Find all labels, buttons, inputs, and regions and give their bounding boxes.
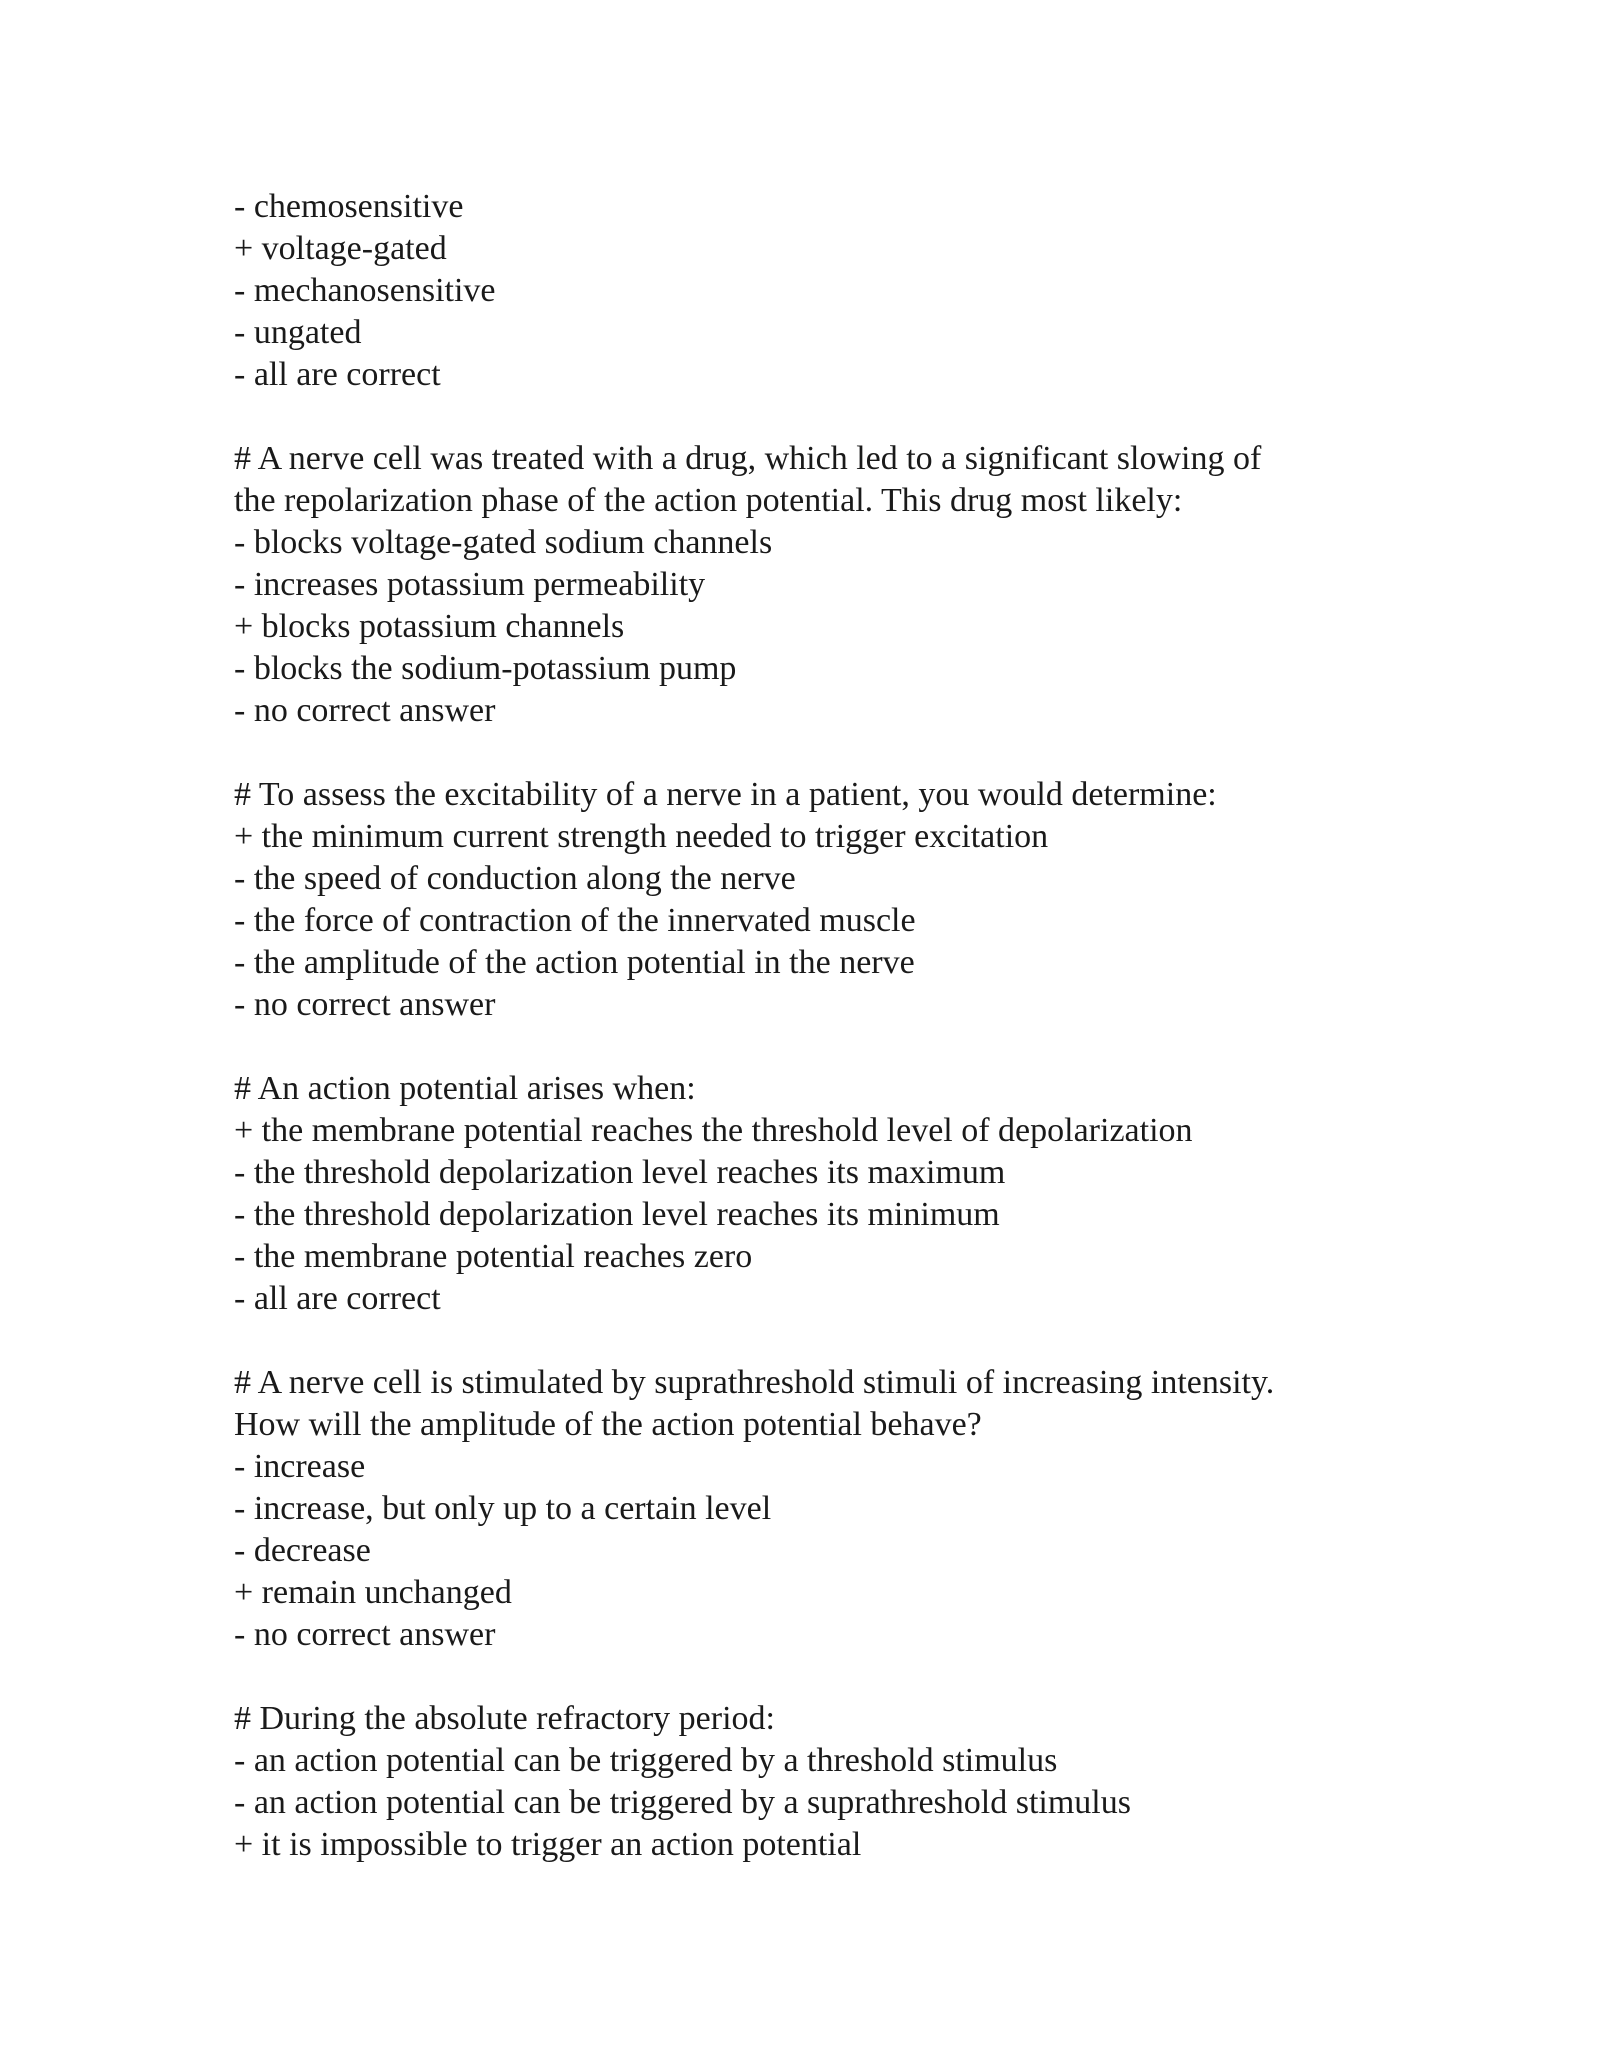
paragraph-gap <box>234 396 1414 438</box>
answer-option: - the threshold depolarization level reaches its minimum <box>234 1196 1000 1233</box>
paragraph-gap <box>234 1656 1414 1698</box>
question-text: # During the absolute refractory period: <box>234 1700 775 1737</box>
answer-option: - decrease <box>234 1532 371 1569</box>
question-text: # A nerve cell is stimulated by suprathreshold stimuli of increasing intensity. <box>234 1364 1275 1401</box>
answer-option: + the membrane potential reaches the threshold level of depolarization <box>234 1112 1193 1149</box>
answer-option: - no correct answer <box>234 986 496 1023</box>
question-text: # A nerve cell was treated with a drug, which led to a significant slowing of <box>234 440 1262 477</box>
answer-option: - no correct answer <box>234 692 496 729</box>
answer-option: - all are correct <box>234 356 441 393</box>
document-body <box>234 186 1414 1866</box>
answer-option: + the minimum current strength needed to trigger excitation <box>234 818 1049 855</box>
answer-option: - blocks the sodium-potassium pump <box>234 650 737 687</box>
paragraph-gap <box>234 1320 1414 1362</box>
answer-option: + remain unchanged <box>234 1574 512 1611</box>
answer-option: - the force of contraction of the innervated muscle <box>234 902 916 939</box>
answer-option: - all are correct <box>234 1280 441 1317</box>
answer-option: + voltage-gated <box>234 230 447 267</box>
question-text: the repolarization phase of the action potential. This drug most likely: <box>234 482 1183 519</box>
answer-option: + blocks potassium channels <box>234 608 625 645</box>
answer-option: - the threshold depolarization level reaches its maximum <box>234 1154 1006 1191</box>
answer-option: - ungated <box>234 314 362 351</box>
answer-option: - increase, but only up to a certain level <box>234 1490 772 1527</box>
answer-option: - an action potential can be triggered by a suprathreshold stimulus <box>234 1784 1131 1821</box>
answer-option: - mechanosensitive <box>234 272 496 309</box>
answer-option: - increases potassium permeability <box>234 566 706 603</box>
answer-option: - an action potential can be triggered by a threshold stimulus <box>234 1742 1058 1779</box>
question-text: # To assess the excitability of a nerve in a patient, you would determine: <box>234 776 1217 813</box>
answer-option: + it is impossible to trigger an action potential <box>234 1826 862 1863</box>
answer-option: - no correct answer <box>234 1616 496 1653</box>
paragraph-gap <box>234 732 1414 774</box>
answer-option: - the membrane potential reaches zero <box>234 1238 753 1275</box>
answer-option: - increase <box>234 1448 366 1485</box>
answer-option: - the speed of conduction along the nerve <box>234 860 796 897</box>
paragraph-gap <box>234 1026 1414 1068</box>
answer-option: - the amplitude of the action potential in the nerve <box>234 944 915 981</box>
answer-option: - blocks voltage-gated sodium channels <box>234 524 773 561</box>
answer-option: - chemosensitive <box>234 188 464 225</box>
question-text: # An action potential arises when: <box>234 1070 696 1107</box>
question-text: How will the amplitude of the action potential behave? <box>234 1406 982 1443</box>
